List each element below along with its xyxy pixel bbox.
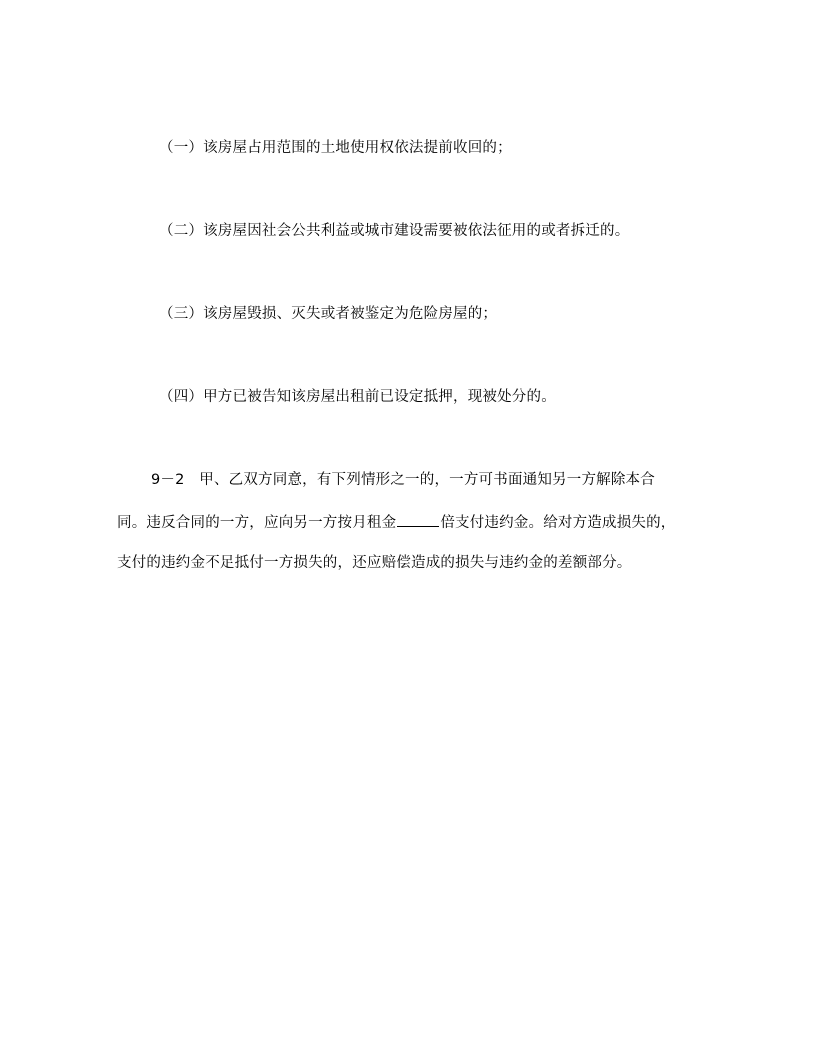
clause-9-2-line-2-before-blank: 同。违反合同的一方，应向另一方按月租金	[117, 515, 397, 531]
clause-item-1: （一）该房屋占用范围的土地使用权依法提前收回的；	[159, 140, 512, 156]
clause-9-2-line-3: 支付的违约金不足抵付一方损失的，还应赔偿造成的损失与违约金的差额部分。	[117, 555, 632, 571]
clause-9-2-line-2-after-blank: 倍支付违约金。给对方造成损失的，	[440, 515, 676, 531]
clause-9-2-line-1: 9－2 甲、乙双方同意，有下列情形之一的，一方可书面通知另一方解除本合	[151, 472, 655, 488]
clause-item-4: （四）甲方已被告知该房屋出租前已设定抵押，现被处分的。	[159, 389, 556, 405]
clause-9-2-line-2	[117, 512, 676, 533]
fill-in-blank[interactable]	[397, 512, 439, 527]
clause-item-2: （二）该房屋因社会公共利益或城市建设需要被依法征用的或者拆迁的。	[159, 223, 630, 239]
clause-item-3: （三）该房屋毁损、灭失或者被鉴定为危险房屋的；	[159, 306, 498, 322]
